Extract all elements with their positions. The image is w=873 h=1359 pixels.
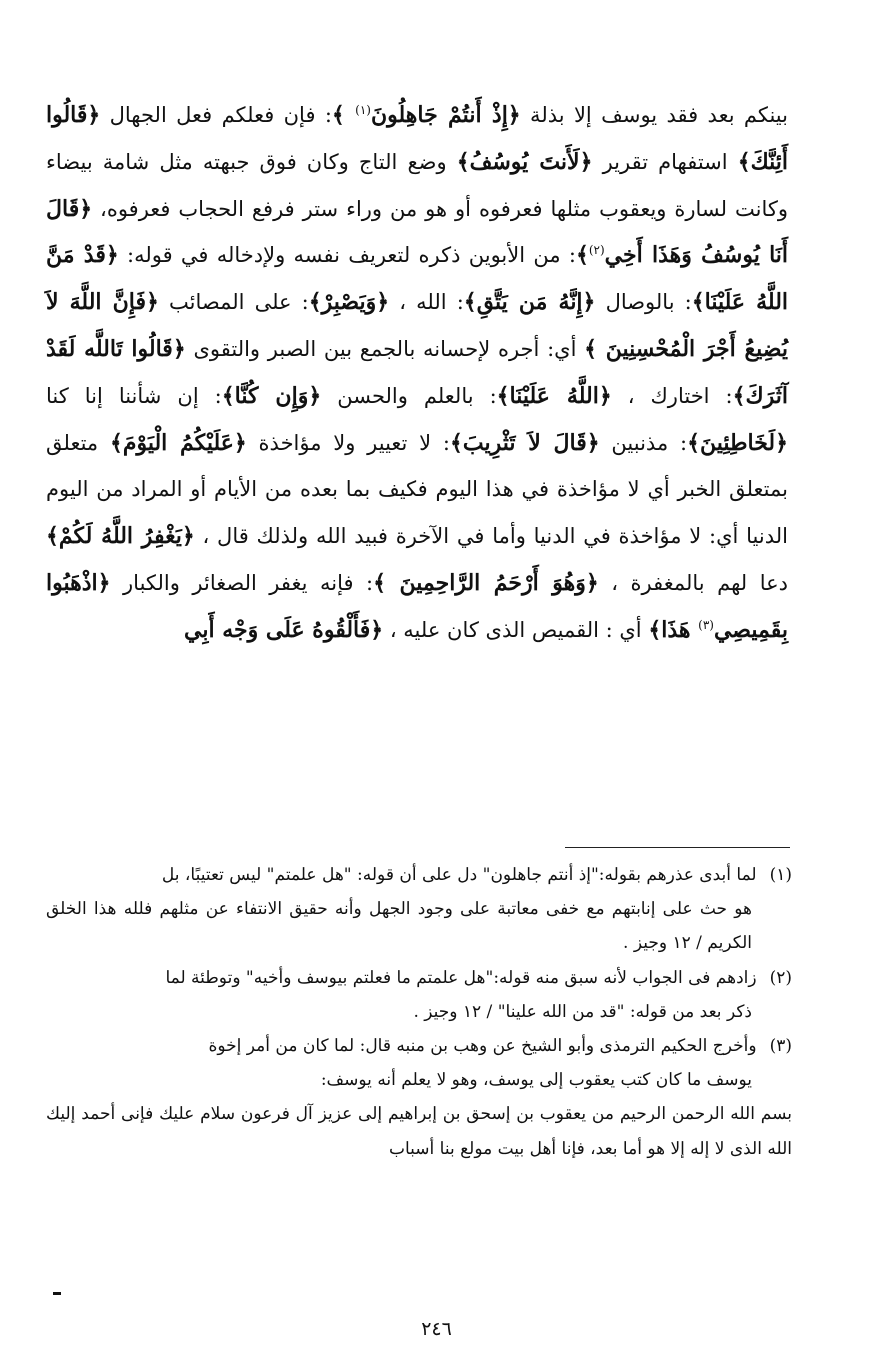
quran-quote: ﴿قَالَ لاَ تَثْرِيبَ﴾ [449,429,600,456]
quran-quote: ﴿فَأَلْقُوهُ عَلَى وَجْه أَبِي [183,616,384,643]
commentary-text: : فإن فعلكم فعل الجهال [100,103,332,127]
quran-quote: هَذَا﴾ [648,616,699,643]
footnote-ref: (١) [355,103,371,117]
commentary-text: : الله ، [389,290,464,315]
footnotes [46,858,792,1166]
quran-quote: ﴿لَخَاطِئِينَ﴾ [687,429,788,456]
quran-quote: ﴿وَهُوَ أَرْحَمُ الرَّاحِمِينَ ﴾ [373,569,599,596]
commentary-text: : لا تعيير ولا مؤاخذة [246,430,450,455]
commentary-text: : على المصائب [158,290,309,315]
footnote-text: وأخرج الحكيم الترمذى وأبو الشيخ عن وهب بن منبه قال: لما كان من أمر إخوة [208,1036,757,1057]
commentary-text: متعلق بمتعلق الخبر أي لا مؤاخذة في هذا اليوم فكيف بما بعده من الأيام أو المراد من اليوم الدنيا أي: لا مؤاخذة في الدنيا وأما في الآخرة فبيد الله ولذلك قال ، [46,430,788,549]
commentary-text: : بالوصال [595,290,692,315]
quran-quote: ﴿إِذْ أَنتُمْ جَاهِلُونَ [370,102,521,128]
quran-quote: ﴿قَالُوا أَئِنَّكَ﴾ [46,102,788,175]
footnote-text: زادهم فى الجواب لأنه سبق منه قوله:"هل علمتم ما فعلتم بيوسف وأخيه" وتوطئة لما [165,967,757,988]
commentary-text: أي: أجره لإحسانه بالجمع بين الصبر والتقوى [185,336,585,361]
quran-quote: ﴿إِنَّهُ مَن يَتَّقِ﴾ [463,289,596,316]
quran-quote: ﴿اللَّهُ عَلَيْنَا﴾ [496,382,612,409]
commentary-text: أي : القميص الذى كان عليه ، [383,617,649,642]
letter-text: بسم الله الرحمن الرحيم من يعقوب بن إسحق بن إبراهيم إلى عزيز آل فرعون سلام عليك فإنى أحمد إليك الله الذى لا إله إلا هو أما بعد، فإنا أهل بيت مولع بنا أسباب [46,1104,792,1159]
footnote-ref: (٣) [698,617,714,632]
footnote-1-continued: هو حث على إنابتهم مع خفى معاتبة على وجود الجهل وأنه حقيق الانتفاء عن مثلهم فلله هذا الخلق الكريم / ١٢ وجيز . [46,899,752,954]
footnote-3-continued: يوسف ما كان كتب يعقوب إلى يوسف، وهو لا يعلم أنه يوسف: [320,1070,752,1091]
commentary-text: : مذنبين [599,430,688,455]
footnote-ref: (٢) [588,243,605,258]
footnote-2 [46,961,792,995]
footnote-separator [565,847,790,848]
quran-quote: ﴿عَلَيْكُمُ الْيَوْمَ﴾ [109,429,247,456]
quran-quote: ﴾ [331,102,356,128]
commentary-text: : اختارك ، [611,383,733,408]
quran-quote: ﴿فَإِنَّ اللَّهَ لاَ يُضِيعُ أَجْرَ الْمُحْسِنِينَ ﴾ [46,289,788,362]
footnote-number: (٢) [769,967,792,988]
footnote-number: (١) [769,865,792,885]
commentary-text: : إن شأننا إنا كنا [46,383,222,408]
commentary-text: دعا لهم بالمغفرة ، [598,570,788,595]
quran-quote: ﴿قَدْ مَنَّ اللَّهُ عَلَيْنَا﴾ [46,242,789,316]
commentary-text: استفهام تقرير [592,149,738,174]
quran-quote: ﴿قَالُوا تَاللَّه لَقَدْ آثَرَكَ﴾ [46,335,788,409]
commentary-text: وضع التاج وكان فوق جبهته مثل شامة بيضاء وكانت لسارة ويعقوب مثلها فعرفوه أو هو من وراء ستر فرفع الحجاب فعرفوه، [46,149,788,221]
continuation-mark [53,1292,61,1295]
commentary-text: : من الأبوين ذكره لتعريف نفسه ولإدخاله في قوله: [118,243,576,268]
quran-quote: ﴿قَالَ أَنَا يُوسُفُ وَهَذَا أَخِي [46,195,789,269]
main-text [46,92,788,654]
commentary-text: : فإنه يغفر الصغائر والكبار [110,570,374,595]
quran-quote: ﴿يَغْفِرُ اللَّهُ لَكُمْ﴾ [46,523,195,550]
footnote-1 [46,858,792,892]
quran-quote: ﴾ [575,242,589,269]
quran-quote: ﴿وَيَصْبِرْ﴾ [308,289,390,316]
footnote-text: لما أبدى عذرهم بقوله:"إذ أنتم جاهلون" دل على أن قوله: "هل علمتم" ليس تعتيبًا، بل [161,865,757,885]
commentary-text: بينكم بعد فقد يوسف إلا بذلة [520,103,788,127]
commentary-text: : بالعلم والحسن [321,383,497,408]
page-number: ٢٤٦ [421,1318,452,1340]
footnote-number: (٣) [769,1036,792,1057]
quran-quote: ﴿اذْهَبُوا بِقَمِيصِي [46,569,788,643]
quran-quote: ﴿لَأَنتَ يُوسُفُ﴾ [456,148,593,175]
quran-quote: ﴿وَإِن كُنَّا﴾ [221,382,322,409]
footnote-2-continued: ذكر بعد من قوله: "قد من الله علينا" / ١٢ وجيز . [413,1001,752,1022]
footnote-3 [46,1029,792,1063]
